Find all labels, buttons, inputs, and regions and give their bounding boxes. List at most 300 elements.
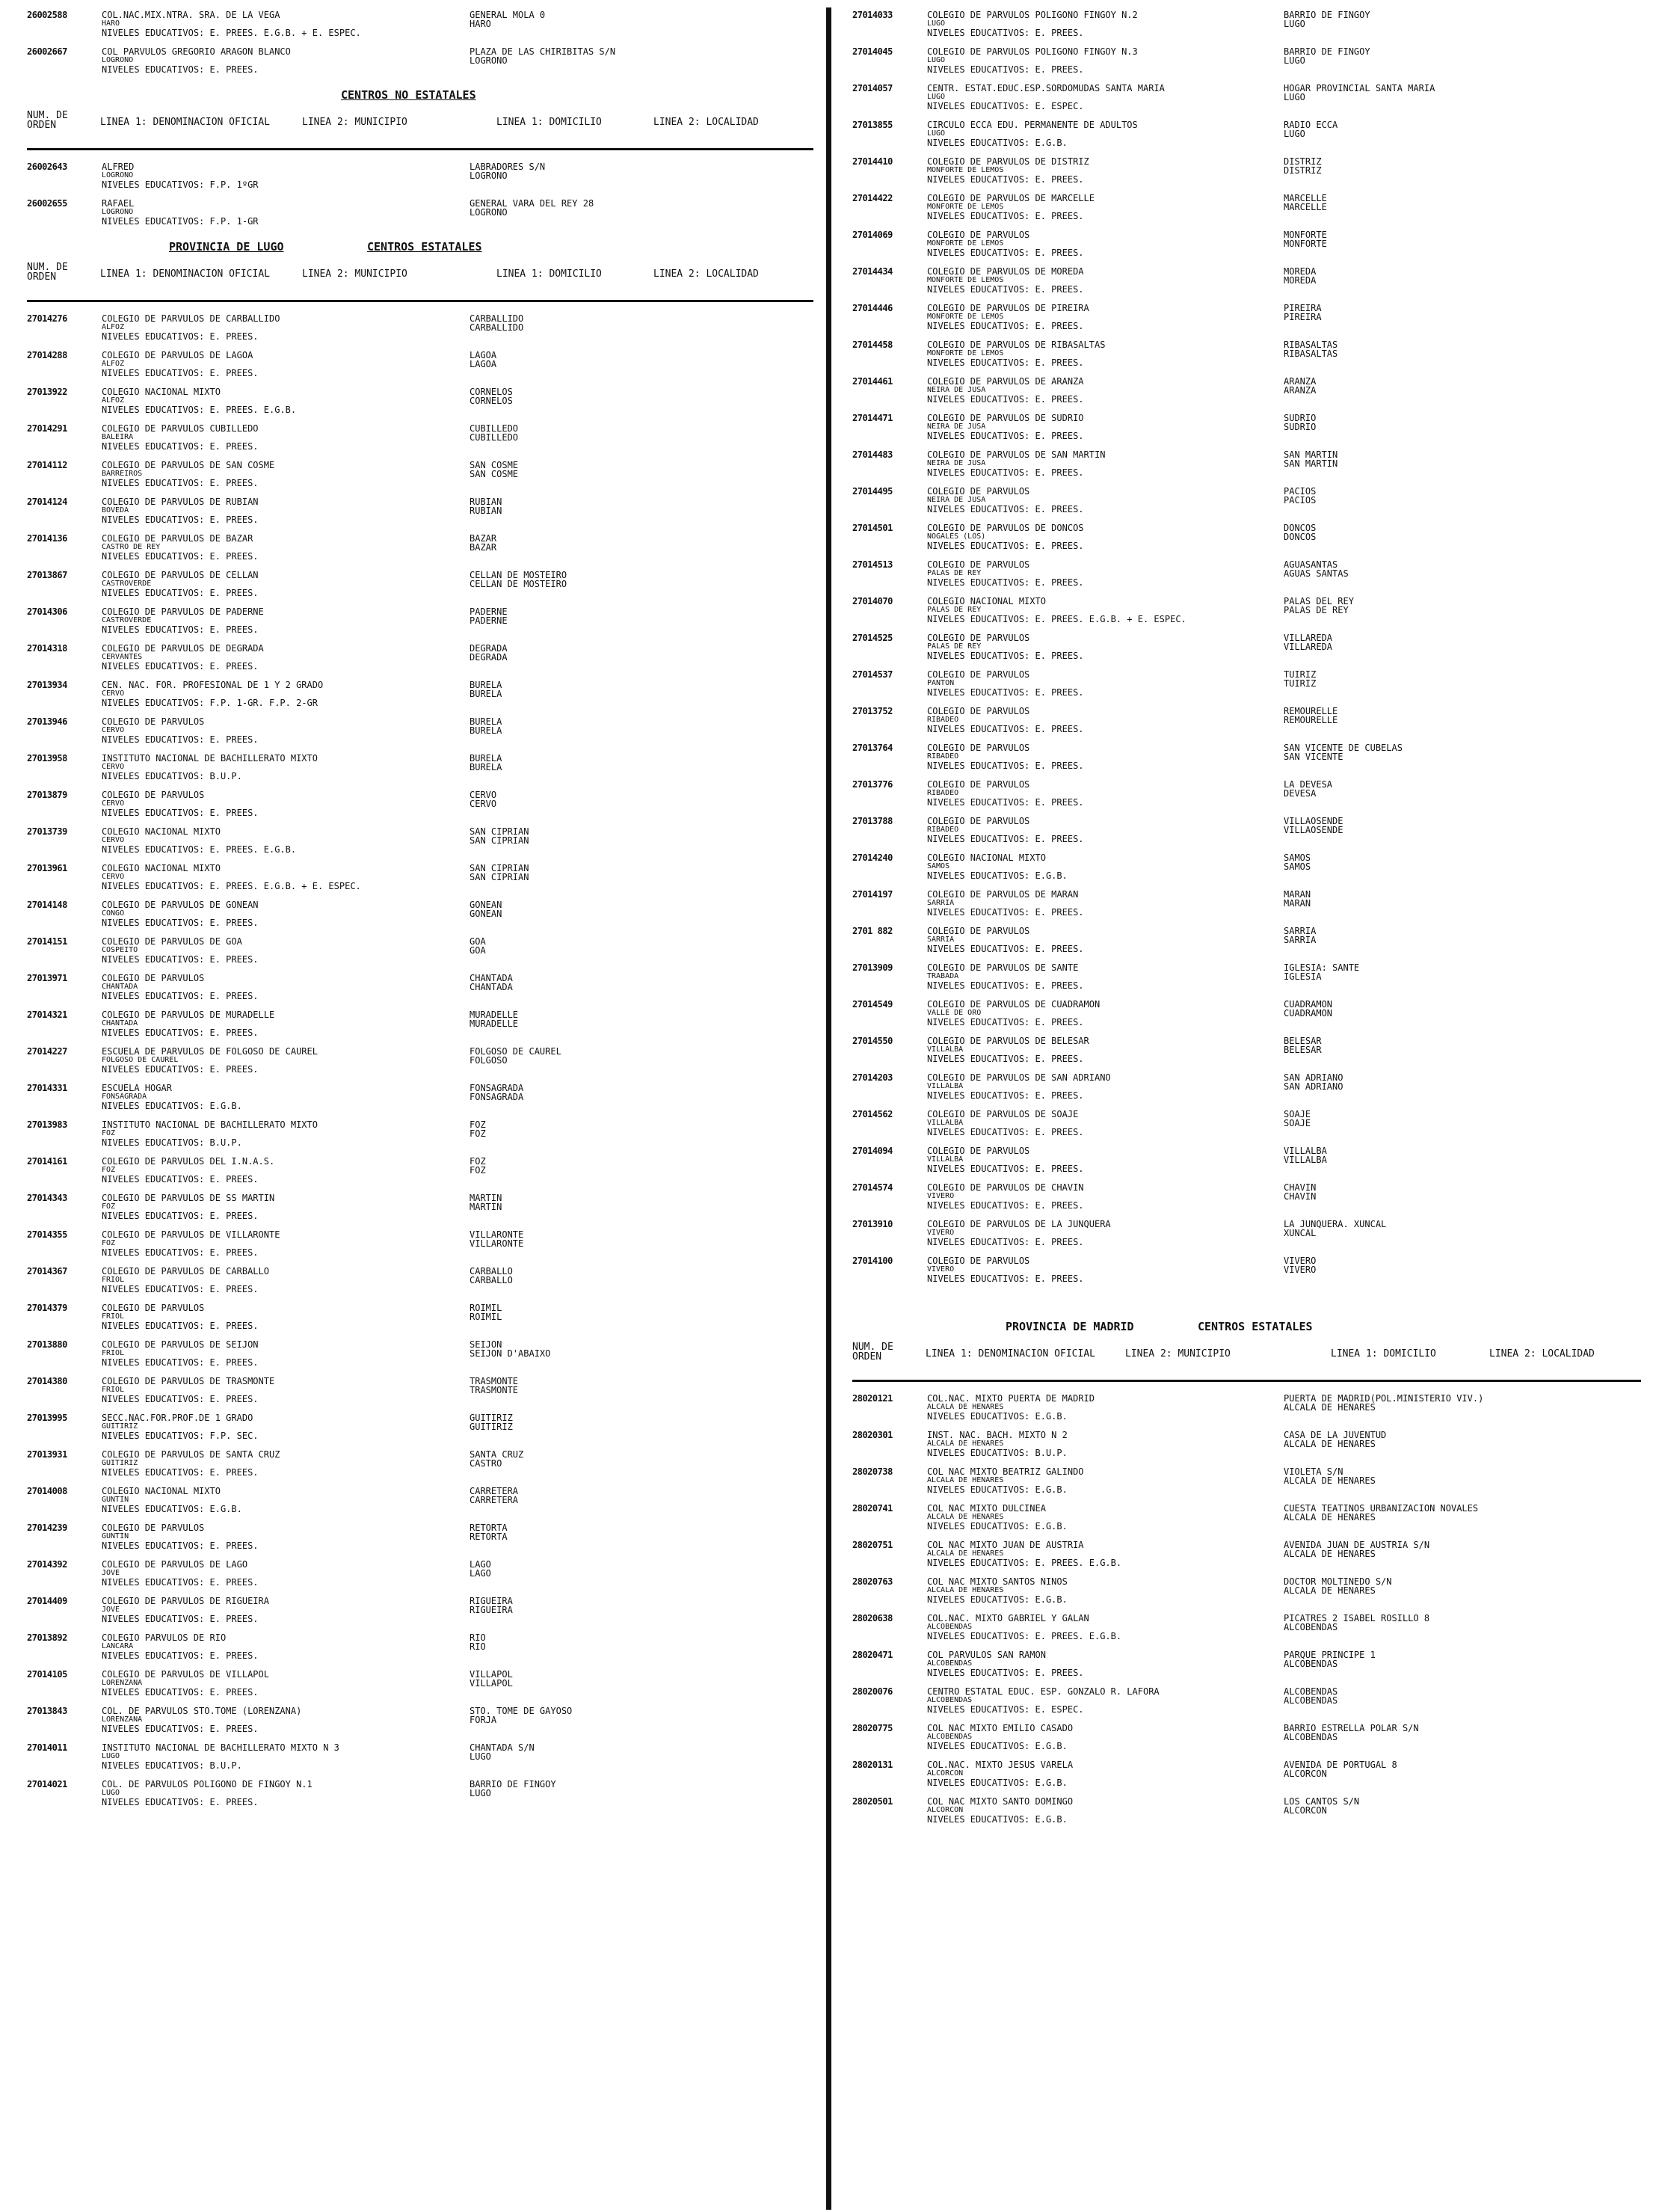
header-line3: LINEA 1: DOMICILIO	[496, 117, 602, 128]
header-line2: LINEA 2: MUNICIPIO	[302, 268, 407, 280]
address-block	[470, 937, 784, 955]
official-name: COLEGIO DE PARVULOS	[102, 790, 205, 799]
official-name: COLEGIO NACIONAL MIXTO	[102, 1487, 221, 1496]
official-name: COLEGIO DE PARVULOS DE PIREIRA	[927, 304, 1089, 313]
address: GENERAL VARA DEL REY 28	[470, 199, 594, 208]
order-number: 26002667	[27, 46, 67, 57]
center-details	[102, 1267, 453, 1294]
municipality: PALAS DE REY	[927, 642, 982, 651]
education-levels: NIVELES EDUCATIVOS: E. PREES.	[927, 1128, 1084, 1137]
order-number: 27014355	[27, 1229, 67, 1240]
address: SEIJON	[470, 1340, 502, 1349]
locality: ALCALA DE HENARES	[1284, 1403, 1376, 1412]
education-levels: NIVELES EDUCATIVOS: E. PREES.	[102, 1065, 259, 1074]
official-name: COL.NAC. MIXTO JESUS VARELA	[927, 1760, 1074, 1769]
center-entry	[852, 1394, 1641, 1421]
address-block	[470, 461, 784, 479]
order-number: 27014057	[852, 83, 893, 93]
address: SARRIA	[1284, 927, 1317, 936]
official-name: COLEGIO DE PARVULOS	[102, 717, 205, 726]
center-details	[102, 10, 453, 37]
address-block	[470, 1780, 784, 1798]
center-entry	[852, 1577, 1641, 1604]
locality: SAN VICENTE	[1284, 752, 1343, 761]
official-name: COLEGIO DE PARVULOS	[927, 1146, 1030, 1155]
locality: XUNCAL	[1284, 1229, 1317, 1238]
locality: ALCOBENDAS	[1284, 1733, 1338, 1742]
official-name: COLEGIO NACIONAL MIXTO	[927, 597, 1046, 606]
address: VILLAREDA	[1284, 633, 1333, 642]
municipality: CERVO	[102, 763, 125, 771]
header-num: NUM. DE ORDEN	[852, 1342, 893, 1362]
address-block	[1284, 1036, 1598, 1054]
no-estatales-title-row	[27, 84, 813, 106]
center-details	[927, 1540, 1278, 1567]
locality: MOREDA	[1284, 276, 1317, 285]
center-entry	[852, 47, 1641, 74]
address: BURELA	[470, 754, 502, 763]
official-name: COLEGIO NACIONAL MIXTO	[927, 853, 1046, 862]
education-levels: NIVELES EDUCATIVOS: E.G.B.	[927, 1815, 1068, 1824]
address-block	[1284, 10, 1598, 28]
center-entry	[27, 974, 813, 1001]
municipality: ALCALA DE HENARES	[927, 1586, 1004, 1594]
center-details	[102, 1743, 453, 1770]
municipality: LUGO	[927, 93, 946, 101]
center-entry	[27, 1267, 813, 1294]
education-levels: NIVELES EDUCATIVOS: E.G.B.	[102, 1102, 242, 1110]
column-header	[27, 106, 813, 150]
municipality: FONSAGRADA	[102, 1093, 147, 1101]
address-block	[470, 1597, 784, 1615]
locality: MONFORTE	[1284, 239, 1327, 248]
locality: ARANZA	[1284, 386, 1317, 395]
center-details	[927, 1110, 1278, 1137]
center-details	[927, 194, 1278, 221]
official-name: COLEGIO DE PARVULOS POLIGONO FINGOY N.2	[927, 10, 1138, 19]
order-number: 27013910	[852, 1219, 893, 1229]
address: CHAVIN	[1284, 1183, 1317, 1192]
education-levels: NIVELES EDUCATIVOS: E. PREES. E.G.B. + E. ESPEC.	[102, 28, 361, 37]
municipality: ALCORCON	[927, 1769, 964, 1778]
locality: IGLESIA	[1284, 972, 1322, 981]
center-details	[102, 1450, 453, 1477]
header-line3: LINEA 1: DOMICILIO	[496, 268, 602, 280]
order-number: 27014148	[27, 900, 67, 910]
education-levels: NIVELES EDUCATIVOS: E. PREES.	[927, 651, 1084, 660]
locality: CERVO	[470, 799, 497, 808]
address: DOCTOR MOLTINEDO S/N	[1284, 1577, 1392, 1586]
municipality: FRIOL	[102, 1349, 125, 1357]
locality: FONSAGRADA	[470, 1093, 524, 1102]
center-entry	[27, 314, 813, 341]
address-block	[1284, 780, 1598, 798]
official-name: COL. DE PARVULOS STO.TOME (LORENZANA)	[102, 1706, 302, 1715]
address-block	[1284, 1650, 1598, 1668]
official-name: COLEGIO DE PARVULOS DE MARCELLE	[927, 194, 1095, 203]
order-number: 26002643	[27, 162, 67, 172]
section-title: CENTROS ESTATALES	[367, 240, 482, 254]
locality: SAN COSME	[470, 470, 519, 479]
center-entry	[27, 387, 813, 414]
education-levels: NIVELES EDUCATIVOS: E. PREES.	[927, 1238, 1084, 1247]
center-details	[102, 1597, 453, 1623]
municipality: FRIOL	[102, 1312, 125, 1321]
address-block	[1284, 377, 1598, 395]
locality: FOZ	[470, 1129, 486, 1138]
locality: RIO	[470, 1642, 486, 1651]
official-name: COL NAC MIXTO SANTOS NINOS	[927, 1577, 1068, 1586]
official-name: COLEGIO DE PARVULOS DE RIBASALTAS	[927, 340, 1106, 349]
education-levels: NIVELES EDUCATIVOS: E. PREES.	[927, 322, 1084, 331]
municipality: CERVO	[102, 799, 125, 808]
address: GONEAN	[470, 900, 502, 909]
municipality: VIVERO	[927, 1265, 955, 1274]
order-number: 27013843	[27, 1706, 67, 1716]
center-details	[102, 1487, 453, 1514]
order-number: 27013739	[27, 826, 67, 837]
address: BARRIO DE FINGOY	[1284, 10, 1370, 19]
order-number: 27014151	[27, 936, 67, 947]
center-entry	[852, 817, 1641, 844]
address: CHANTADA	[470, 974, 513, 983]
municipality: MONFORTE DE LEMOS	[927, 166, 1004, 174]
center-entry	[852, 523, 1641, 550]
center-details	[102, 644, 453, 671]
education-levels: NIVELES EDUCATIVOS: E. PREES.	[102, 955, 259, 964]
official-name: COLEGIO DE PARVULOS	[927, 487, 1030, 496]
center-details	[102, 607, 453, 634]
order-number: 28020751	[852, 1540, 893, 1550]
center-details	[102, 754, 453, 781]
locality: AGUAS SANTAS	[1284, 569, 1349, 578]
locality: RIGUEIRA	[470, 1606, 513, 1615]
address-block	[1284, 1577, 1598, 1595]
education-levels: NIVELES EDUCATIVOS: E. PREES.	[927, 1274, 1084, 1283]
center-details	[102, 1633, 453, 1660]
order-number: 27014513	[852, 559, 893, 570]
center-details	[102, 1413, 453, 1440]
order-number: 27013971	[27, 973, 67, 983]
municipality: ALCALA DE HENARES	[927, 1440, 1004, 1448]
center-entry	[27, 1523, 813, 1550]
center-entry	[852, 1724, 1641, 1751]
order-number: 27014276	[27, 313, 67, 324]
official-name: INST. NAC. BACH. MIXTO N 2	[927, 1431, 1068, 1440]
municipality: LOGROÑO	[102, 208, 134, 216]
address-block	[470, 864, 784, 882]
order-number: 27014458	[852, 340, 893, 350]
address: BARRIO ESTRELLA POLAR S/N	[1284, 1724, 1419, 1733]
center-details	[927, 84, 1278, 111]
official-name: COLEGIO DE PARVULOS DE MARAN	[927, 890, 1079, 899]
locality: REMOURELLE	[1284, 716, 1338, 725]
center-entry	[27, 497, 813, 524]
address: MARAN	[1284, 890, 1311, 899]
address-block	[1284, 1110, 1598, 1128]
official-name: COLEGIO DE PARVULOS DE VILLAPOL	[102, 1670, 269, 1679]
locality: FOLGOSO	[470, 1056, 508, 1065]
order-number: 28020638	[852, 1613, 893, 1623]
locality: CHANTADA	[470, 983, 513, 992]
center-details	[102, 1193, 453, 1220]
address: PADERNE	[470, 607, 508, 616]
address: SOAJE	[1284, 1110, 1311, 1119]
center-entry	[852, 1797, 1641, 1824]
header-line4: LINEA 2: LOCALIDAD	[653, 117, 759, 128]
center-details	[927, 1760, 1278, 1787]
official-name: COLEGIO DE PARVULOS DE DISTRIZ	[927, 157, 1089, 166]
order-number: 27014136	[27, 533, 67, 544]
order-number: 27013931	[27, 1449, 67, 1460]
address-block	[1284, 963, 1598, 981]
center-entry	[852, 1036, 1641, 1063]
center-entry	[27, 607, 813, 634]
address: GENERAL MOLA 0	[470, 10, 546, 19]
municipality: TRABADA	[927, 972, 959, 980]
locality: LUGO	[470, 1752, 491, 1761]
center-details	[927, 1431, 1278, 1457]
address-block	[470, 607, 784, 625]
lugo-continued-list	[852, 10, 1641, 1283]
center-entry	[852, 84, 1641, 111]
center-details	[102, 1780, 453, 1807]
education-levels: NIVELES EDUCATIVOS: E. PREES.	[102, 552, 259, 561]
order-number: 27014409	[27, 1596, 67, 1606]
municipality: SARRIA	[927, 899, 955, 907]
address: RIO	[470, 1633, 486, 1642]
center-details	[102, 47, 453, 74]
address: MURADELLE	[470, 1010, 519, 1019]
center-entry	[27, 644, 813, 671]
locality: LUGO	[1284, 56, 1305, 65]
center-details	[927, 853, 1278, 880]
center-entry	[852, 707, 1641, 734]
center-entry	[852, 230, 1641, 257]
center-entry	[27, 424, 813, 451]
order-number: 27014495	[852, 486, 893, 497]
municipality: FRIOL	[102, 1386, 125, 1394]
order-number: 27014161	[27, 1156, 67, 1167]
order-number: 27014100	[852, 1256, 893, 1266]
center-details	[927, 743, 1278, 770]
order-number: 27014227	[27, 1046, 67, 1057]
province-title: PROVINCIA DE LUGO	[169, 240, 284, 254]
order-number: 27014549	[852, 999, 893, 1010]
order-number: 27014422	[852, 193, 893, 203]
locality: SAN CIPRIAN	[470, 873, 529, 882]
official-name: COLEGIO DE PARVULOS DEL I.N.A.S.	[102, 1157, 275, 1166]
address: BELESAR	[1284, 1036, 1322, 1045]
address-block	[470, 497, 784, 515]
locality: FORJA	[470, 1715, 497, 1724]
official-name: RAFAEL	[102, 199, 135, 208]
address-block	[470, 754, 784, 772]
order-number: 26002655	[27, 198, 67, 209]
locality: CARBALLO	[470, 1276, 513, 1285]
address-block	[1284, 890, 1598, 908]
center-entry	[852, 1760, 1641, 1787]
address: CUBILLEDO	[470, 424, 519, 433]
locality: TUIRIZ	[1284, 679, 1317, 688]
locality: LOGROÑO	[470, 56, 508, 65]
address: GUITIRIZ	[470, 1413, 513, 1422]
center-entry	[27, 571, 813, 597]
locality: SARRIA	[1284, 936, 1317, 944]
official-name: COL. DE PARVULOS POLIGONO DE FINGOY N.1	[102, 1780, 313, 1789]
locality: BELESAR	[1284, 1045, 1322, 1054]
official-name: COLEGIO DE PARVULOS DE LAGOA	[102, 351, 253, 360]
address-block	[1284, 487, 1598, 505]
municipality: CASTROVERDE	[102, 580, 152, 588]
education-levels: NIVELES EDUCATIVOS: E. PREES.	[102, 1285, 259, 1294]
locality: RUBIAN	[470, 506, 502, 515]
center-entry	[27, 1633, 813, 1660]
locality: HARO	[470, 19, 491, 28]
locality: SOAJE	[1284, 1119, 1311, 1128]
address-block	[470, 1267, 784, 1285]
locality: ALCALA DE HENARES	[1284, 1549, 1376, 1558]
locality: ALCALA DE HENARES	[1284, 1476, 1376, 1485]
municipality: LORENZANA	[102, 1679, 143, 1687]
center-details	[927, 1577, 1278, 1604]
address: SAN CIPRIAN	[470, 827, 529, 836]
official-name: COLEGIO DE PARVULOS	[927, 780, 1030, 789]
municipality: VALLE DE ORO	[927, 1009, 982, 1017]
official-name: COL PARVULOS SAN RAMON	[927, 1650, 1046, 1659]
address: CUADRAMON	[1284, 1000, 1333, 1009]
locality: RIBASALTAS	[1284, 349, 1338, 358]
center-details	[927, 1724, 1278, 1751]
address-block	[1284, 523, 1598, 541]
address: CARRETERA	[470, 1487, 519, 1496]
center-entry	[852, 1467, 1641, 1494]
locality: LAGO	[470, 1569, 491, 1578]
education-levels: NIVELES EDUCATIVOS: E.G.B.	[927, 1485, 1068, 1494]
center-details	[927, 1073, 1278, 1100]
center-details	[102, 1706, 453, 1733]
address-block	[470, 1706, 784, 1724]
education-levels: NIVELES EDUCATIVOS: E. PREES.	[102, 1541, 259, 1550]
municipality: MONFORTE DE LEMOS	[927, 239, 1004, 248]
education-levels: NIVELES EDUCATIVOS: E.G.B.	[927, 1595, 1068, 1604]
locality: PIREIRA	[1284, 313, 1322, 322]
address: ARANZA	[1284, 377, 1317, 386]
education-levels: NIVELES EDUCATIVOS: E. PREES. E.G.B.	[102, 405, 297, 414]
header-num: NUM. DE ORDEN	[27, 110, 68, 131]
official-name: COLEGIO DE PARVULOS DE SANTA CRUZ	[102, 1450, 280, 1459]
center-entry	[27, 1010, 813, 1037]
center-details	[102, 1010, 453, 1037]
education-levels: NIVELES EDUCATIVOS: E. PREES.	[102, 442, 259, 451]
header-line4: LINEA 2: LOCALIDAD	[653, 268, 759, 280]
official-name: COLEGIO DE PARVULOS	[927, 743, 1030, 752]
official-name: COLEGIO DE PARVULOS DE GONEAN	[102, 900, 259, 909]
section-title: CENTROS ESTATALES	[1198, 1320, 1313, 1333]
center-entry	[852, 927, 1641, 953]
municipality: VILLALBA	[927, 1082, 964, 1090]
center-details	[102, 424, 453, 451]
education-levels: NIVELES EDUCATIVOS: E. PREES. E.G.B. + E. ESPEC.	[927, 615, 1186, 624]
order-number: 28020763	[852, 1576, 893, 1587]
center-details	[102, 162, 453, 189]
municipality: CERVO	[102, 836, 125, 844]
address: AGUASANTAS	[1284, 560, 1338, 569]
center-details	[102, 387, 453, 414]
address-block	[470, 1010, 784, 1028]
address-block	[1284, 230, 1598, 248]
center-details	[927, 670, 1278, 697]
address-block	[470, 351, 784, 369]
order-number: 27014033	[852, 10, 893, 20]
address-block	[1284, 817, 1598, 835]
order-number: 27014471	[852, 413, 893, 423]
official-name: COL.NAC.MIX.NTRA. SRA. DE LA VEGA	[102, 10, 280, 19]
address: VIVERO	[1284, 1256, 1317, 1265]
education-levels: NIVELES EDUCATIVOS: E. ESPEC.	[927, 102, 1084, 111]
center-entry	[27, 754, 813, 781]
left-column	[27, 10, 813, 1816]
municipality: LUGO	[102, 1752, 120, 1760]
official-name: COLEGIO DE PARVULOS DE ARANZA	[927, 377, 1084, 386]
education-levels: NIVELES EDUCATIVOS: E. PREES.	[102, 332, 259, 341]
address: RIGUEIRA	[470, 1597, 513, 1606]
education-levels: NIVELES EDUCATIVOS: F.P. SEC.	[102, 1431, 259, 1440]
center-details	[927, 1650, 1278, 1677]
column-divider	[826, 7, 831, 2210]
order-number: 27014343	[27, 1193, 67, 1203]
rioja-tail-list	[27, 10, 813, 74]
education-levels: NIVELES EDUCATIVOS: E.G.B.	[927, 138, 1068, 147]
locality: LOGROÑO	[470, 171, 508, 180]
address: PICATRES 2 ISABEL ROSILLO 8	[1284, 1614, 1430, 1623]
education-levels: NIVELES EDUCATIVOS: E. PREES.	[102, 662, 259, 671]
address: HOGAR PROVINCIAL SANTA MARIA	[1284, 84, 1435, 93]
municipality: LUGO	[102, 1789, 120, 1797]
center-details	[927, 157, 1278, 184]
center-details	[927, 1614, 1278, 1641]
order-number: 27013867	[27, 570, 67, 580]
locality: LUGO	[1284, 19, 1305, 28]
center-entry	[27, 1780, 813, 1807]
address: TRASMONTE	[470, 1377, 519, 1386]
municipality: GUITIRIZ	[102, 1422, 138, 1431]
locality: LAGOA	[470, 360, 497, 369]
education-levels: NIVELES EDUCATIVOS: F.P. 1-GR. F.P. 2-GR	[102, 698, 318, 707]
center-details	[927, 230, 1278, 257]
municipality: ALFOZ	[102, 360, 125, 368]
education-levels: NIVELES EDUCATIVOS: E. PREES.	[927, 1201, 1084, 1210]
official-name: CENTRO ESTATAL EDUC. ESP. GONZALO R. LAFORA	[927, 1687, 1160, 1696]
education-levels: NIVELES EDUCATIVOS: B.U.P.	[102, 772, 242, 781]
locality: ALCOBENDAS	[1284, 1659, 1338, 1668]
education-levels: NIVELES EDUCATIVOS: E. PREES.	[927, 835, 1084, 844]
locality: MARCELLE	[1284, 203, 1327, 212]
address-block	[1284, 1760, 1598, 1778]
order-number: 27014434	[852, 266, 893, 277]
order-number: 27014288	[27, 350, 67, 360]
education-levels: NIVELES EDUCATIVOS: E. PREES.	[102, 1651, 259, 1660]
official-name: COLEGIO DE PARVULOS	[927, 633, 1030, 642]
address: TUIRIZ	[1284, 670, 1317, 679]
center-entry	[27, 47, 813, 74]
header-line1: LINEA 1: DENOMINACION OFICIAL	[100, 268, 270, 280]
locality: CUADRAMON	[1284, 1009, 1333, 1018]
center-details	[927, 47, 1278, 74]
official-name: COLEGIO DE PARVULOS DE RUBIAN	[102, 497, 259, 506]
official-name: COLEGIO DE PARVULOS DE GOA	[102, 937, 242, 946]
center-entry	[27, 1450, 813, 1477]
